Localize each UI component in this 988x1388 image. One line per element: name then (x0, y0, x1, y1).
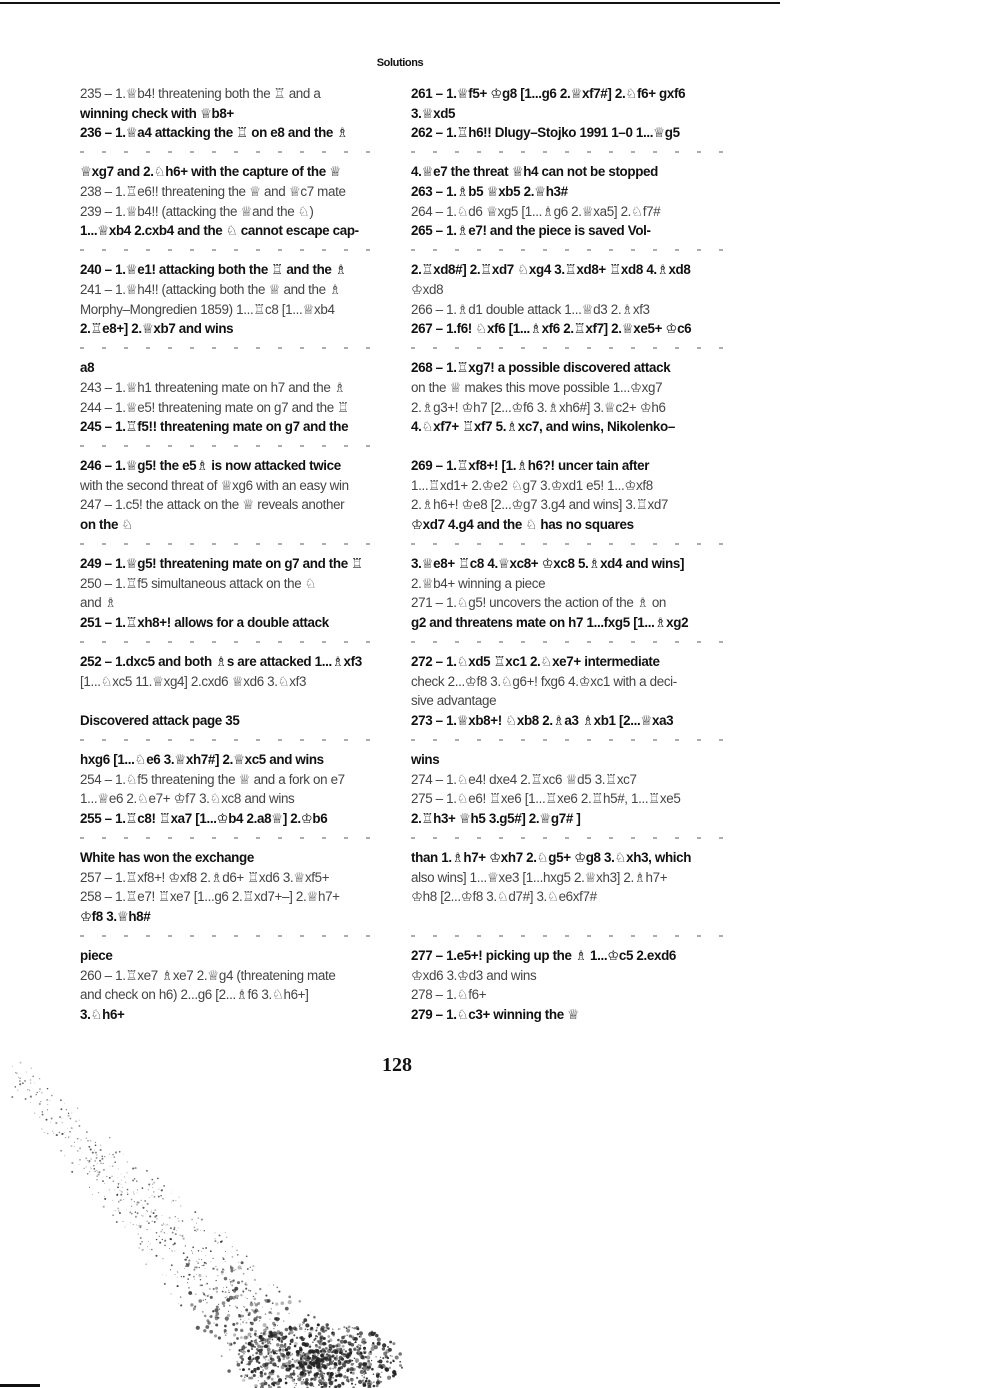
left-solution-line: [1...♘xc5 11.♕xg4] 2.cxd6 ♕xd6 3.♘xf3 (80, 673, 307, 689)
left-solution-line: a8 (80, 360, 95, 376)
right-solution-line: 273 – 1.♕xb8+! ♘xb8 2.♗a3 ♗xb1 [2...♕xa3 (411, 713, 674, 728)
left-solution-line: with the second threat of ♕xg6 with an easy win (80, 477, 349, 493)
right-solution-line: 4.♕e7 the threat ♕h4 can not be stopped (411, 164, 658, 180)
right-solution-line: sive advantage (411, 693, 497, 709)
left-solution-line: Morphy–Mongredien 1859) 1...♖c8 [1...♕xb4 (80, 301, 335, 317)
left-solution-line: and ♗ (80, 595, 117, 611)
right-solution-line: 278 – 1.♘f6+ (411, 987, 487, 1003)
left-solution-line (80, 535, 398, 555)
left-solution-line: winning check with ♕b8+ (80, 105, 234, 121)
left-column (80, 84, 398, 1025)
right-solution-line: 2.♗h6+! ♔e8 [2...♔g7 3.g4 and wins] 3.♖xd7 (411, 497, 669, 513)
left-solution-line: 245 – 1.♖f5!! threatening mate on g7 and the (80, 419, 349, 435)
right-solution-line: 261 – 1.♕f5+ ♔g8 [1...g6 2.♕xf7#] 2.♘f6+ gxf6 (411, 86, 686, 101)
right-solution-line: also wins] 1...♕xe3 [1...hxg5 2.♕xh3] 2.♗h7+ (411, 869, 668, 885)
left-solution-line: 249 – 1.♕g5! threatening mate on g7 and the ♖ (80, 556, 363, 572)
left-solution-line: 243 – 1.♕h1 threatening mate on h7 and the ♗ (80, 379, 346, 395)
right-solution-line (411, 907, 751, 927)
right-solution-line: ♔xd6 3.♔d3 and wins (411, 967, 537, 983)
right-solution-line: 271 – 1.♘g5! uncovers the action of the ♗ on (411, 595, 667, 611)
left-solution-line: 254 – 1.♘f5 threatening the ♕ and a fork on e7 (80, 771, 345, 787)
left-solution-line: on the ♘ (80, 517, 134, 533)
right-solution-line: 268 – 1.♖xg7! a possible discovered attack (411, 360, 671, 376)
right-solution-line (411, 731, 751, 751)
left-solution-line: ♔f8 3.♕h8# (80, 908, 151, 924)
right-solution-line (411, 143, 751, 163)
left-solution-line: 1...♕e6 2.♘e7+ ♔f7 3.♘xc8 and wins (80, 791, 295, 807)
left-solution-line (80, 339, 398, 359)
right-solution-line: check 2...♔f8 3.♘g6+! fxg6 4.♔xc1 with a deci- (411, 673, 677, 689)
right-solution-line: 272 – 1.♘xd5 ♖xc1 2.♘xe7+ intermediate (411, 654, 660, 670)
right-solution-line: 279 – 1.♘c3+ winning the ♕ (411, 1006, 579, 1022)
right-solution-line: ♔h8 [2...♔f8 3.♘d7#] 3.♘e6xf7# (411, 889, 597, 905)
right-solution-line: 263 – 1.♗b5 ♕xb5 2.♕h3# (411, 183, 568, 199)
left-solution-line: 239 – 1.♕b4!! (attacking the ♕and the ♘) (80, 203, 314, 219)
right-solution-line: 3.♕e8+ ♖c8 4.♕xc8+ ♔xc8 5.♗xd4 and wins] (411, 556, 685, 572)
bottom-rule (0, 1384, 40, 1387)
left-solution-line (80, 927, 398, 947)
right-solution-line (411, 241, 751, 261)
left-solution-line: 238 – 1.♖e6!! threatening the ♕ and ♕c7 mate (80, 183, 346, 199)
left-solution-line: 258 – 1.♖e7! ♖xe7 [1...g6 2.♖xd7+–] 2.♕h7+ (80, 889, 340, 905)
right-solution-line (411, 927, 751, 947)
right-solution-line: on the ♕ makes this move possible 1...♔xg7 (411, 379, 663, 395)
right-solution-line: 2.♗g3+! ♔h7 [2...♔f6 3.♗xh6#] 3.♕c2+ ♔h6 (411, 399, 666, 415)
left-solution-line: 251 – 1.♖xh8+! allows for a double attack (80, 615, 329, 631)
right-solution-line: 2.♖xd8#] 2.♖xd7 ♘xg4 3.♖xd8+ ♖xd8 4.♗xd8 (411, 262, 691, 278)
left-solution-line: and check on h6) 2...g6 [2...♗f6 3.♘h6+] (80, 987, 309, 1003)
left-solution-line (80, 691, 398, 711)
left-solution-line: 246 – 1.♕g5! the e5♗ is now attacked twice (80, 458, 341, 474)
right-solution-line (411, 633, 751, 653)
left-solution-line: 255 – 1.♖c8! ♖xa7 [1...♔b4 2.a8♕] 2.♔b6 (80, 810, 328, 826)
left-solution-line: piece (80, 948, 113, 964)
right-solution-line: 274 – 1.♘e4! dxe4 2.♖xc6 ♕d5 3.♖xc7 (411, 771, 637, 787)
right-solution-line: 264 – 1.♘d6 ♕xg5 [1...♗g6 2.♕xa5] 2.♘f7# (411, 203, 661, 219)
right-solution-line (411, 535, 751, 555)
right-solution-line: 4.♘xf7+ ♖xf7 5.♗xc7, and wins, Nikolenko– (411, 419, 675, 435)
running-header: Solutions (376, 57, 424, 69)
left-solution-line: 2.♖e8+] 2.♕xb7 and wins (80, 321, 234, 337)
right-solution-line: 262 – 1.♖h6!! Dlugy–Stojko 1991 1–0 1...♕g5 (411, 125, 680, 141)
page-number: 128 (382, 1054, 412, 1076)
left-solution-line (80, 633, 398, 653)
left-solution-line: 250 – 1.♖f5 simultaneous attack on the ♘ (80, 575, 317, 591)
right-solution-line: 2.♖h3+ ♕h5 3.g5#] 2.♕g7# ] (411, 810, 581, 826)
right-solution-line: than 1.♗h7+ ♔xh7 2.♘g5+ ♔g8 3.♘xh3, which (411, 850, 692, 866)
right-solution-line: 275 – 1.♘e6! ♖xe6 [1...♖xe6 2.♖h5#, 1...♖xe5 (411, 791, 681, 807)
left-solution-line: 252 – 1.dxc5 and both ♗s are attacked 1...♗xf3 (80, 654, 362, 670)
right-solution-line: ♔xd8 (411, 281, 444, 297)
left-solution-line: 3.♘h6+ (80, 1006, 125, 1022)
right-solution-line: 267 – 1.f6! ♘xf6 [1...♗xf6 2.♖xf7] 2.♕xe5+ ♔c6 (411, 321, 692, 337)
right-solution-line: 265 – 1.♗e7! and the piece is saved Vol- (411, 223, 651, 239)
right-solution-line (411, 829, 751, 849)
right-solution-line: 1...♖xd1+ 2.♔e2 ♘g7 3.♔xd1 e5! 1...♔xf8 (411, 477, 653, 493)
left-solution-line: 260 – 1.♖xe7 ♗xe7 2.♕g4 (threatening mate (80, 967, 336, 983)
left-solution-line: 247 – 1.c5! the attack on the ♕ reveals another (80, 497, 345, 513)
right-solution-line: g2 and threatens mate on h7 1...fxg5 [1...♗xg2 (411, 615, 689, 631)
scan-noise (0, 1060, 988, 1388)
right-solution-line (411, 339, 751, 359)
right-solution-line: wins (411, 752, 440, 768)
left-solution-line: ♕xg7 and 2.♘h6+ with the capture of the ♕ (80, 164, 341, 180)
right-column (411, 84, 751, 1025)
left-solution-line: White has won the exchange (80, 850, 254, 866)
left-solution-line (80, 143, 398, 163)
right-solution-line: 266 – 1.♗d1 double attack 1...♕d3 2.♗xf3 (411, 301, 650, 317)
left-solution-line: Discovered attack page 35 (80, 713, 240, 728)
left-solution-line: 240 – 1.♕e1! attacking both the ♖ and the ♗ (80, 262, 347, 278)
right-solution-line: ♔xd7 4.g4 and the ♘ has no squares (411, 517, 634, 533)
right-solution-line: 269 – 1.♖xf8+! [1.♗h6?! uncer tain after (411, 458, 650, 474)
left-solution-line: hxg6 [1...♘e6 3.♕xh7#] 2.♕xc5 and wins (80, 752, 324, 768)
left-solution-line (80, 731, 398, 751)
left-solution-line: 236 – 1.♕a4 attacking the ♖ on e8 and the ♗ (80, 125, 349, 141)
left-solution-line: 244 – 1.♕e5! threatening mate on g7 and the ♖ (80, 399, 349, 415)
right-solution-line: 2.♕b4+ winning a piece (411, 575, 546, 591)
left-solution-line: 235 – 1.♕b4! threatening both the ♖ and a (80, 86, 321, 101)
right-solution-line: 277 – 1.e5+! picking up the ♗ 1...♔c5 2.exd6 (411, 948, 677, 964)
right-solution-line (411, 437, 751, 457)
right-solution-line: 3.♕xd5 (411, 105, 456, 121)
left-solution-line (80, 829, 398, 849)
top-rule (0, 2, 780, 4)
left-solution-line: 1...♕xb4 2.cxb4 and the ♘ cannot escape cap- (80, 223, 359, 239)
left-solution-line: 241 – 1.♕h4!! (attacking both the ♕ and the ♗ (80, 281, 341, 297)
left-solution-line (80, 437, 398, 457)
left-solution-line (80, 241, 398, 261)
left-solution-line: 257 – 1.♖xf8+! ♔xf8 2.♗d6+ ♖xd6 3.♕xf5+ (80, 869, 330, 885)
